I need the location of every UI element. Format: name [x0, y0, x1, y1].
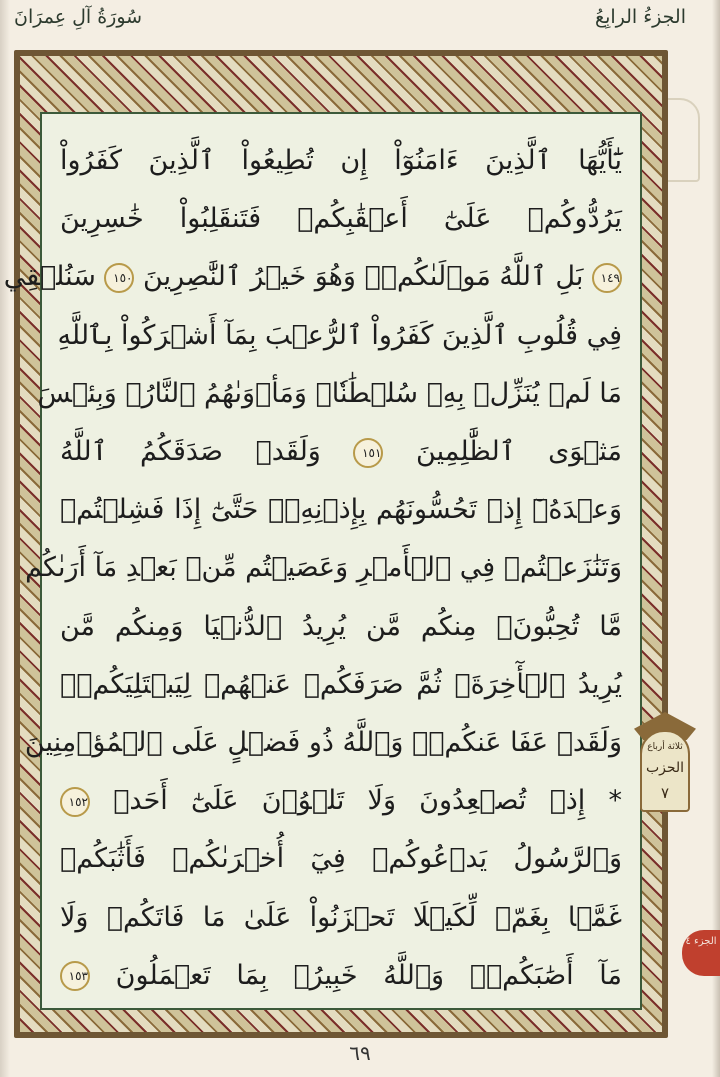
juz-header: الجزءُ الرابِعُ	[594, 6, 686, 28]
ayah-number-marker: ١٥٣	[60, 961, 90, 991]
line-text: يُرِيدُ ٱلۡأٓخِرَةَۚ ثُمَّ صَرَفَكُمۡ عَنۡهُمۡ لِيَبۡتَلِيَكُمۡۖ	[60, 668, 622, 700]
text-line	[57, 307, 622, 365]
surah-header: سُورَةُ آلِ عِمرَانَ	[14, 6, 143, 28]
text-line	[37, 365, 622, 423]
text-line	[60, 656, 622, 714]
line-text: وَعۡدَهُۥٓ إِذۡ تَحُسُّونَهُم بِإِذۡنِهِۦۖ حَتَّىٰٓ إِذَا فَشِلۡتُمۡ	[60, 494, 622, 526]
line-text-tail: وَلَقَدۡ صَدَقَكُمُ ٱللَّهُ	[60, 436, 354, 467]
quran-text-area	[3, 112, 642, 1010]
hizb-marker	[640, 712, 690, 820]
line-text: يَٰٓأَيُّهَا ٱلَّذِينَ ءَامَنُوٓاْ إِن تُطِيعُواْ ٱلَّذِينَ كَفَرُواْ	[60, 145, 622, 176]
text-line	[60, 190, 622, 248]
line-text: مَّا تُحِبُّونَۚ مِنكُم مَّن يُرِيدُ ٱلدُّنۡيَا وَمِنكُم مَّن	[60, 610, 622, 642]
ayah-number-marker: ١٥٠	[104, 263, 134, 293]
ayah-number-marker: ١٥٢	[60, 787, 90, 817]
ayah-number-marker: ١٥١	[353, 438, 383, 468]
line-text-tail: سَنُلۡقِي	[3, 261, 105, 293]
line-text: مَثۡوَى ٱلظَّٰلِمِينَ	[383, 436, 622, 467]
text-line	[24, 714, 622, 772]
page-edge-left	[0, 0, 10, 1077]
line-text: وَلَقَدۡ عَفَا عَنكُمۡۗ وَٱللَّهُ ذُو فَضۡلٍ عَلَى ٱلۡمُؤۡمِنِينَ	[24, 727, 622, 758]
line-text: بَلِ ٱللَّهُ مَوۡلَىٰكُمۡۖ وَهُوَ خَيۡرُ ٱلنَّٰصِرِينَ	[134, 261, 584, 293]
text-line	[60, 947, 622, 1005]
line-text: وَتَنَٰزَعۡتُمۡ فِي ٱلۡأَمۡرِ وَعَصَيۡتُم مِّنۢ بَعۡدِ مَآ أَرَىٰكُم	[25, 552, 622, 584]
text-line	[60, 481, 622, 539]
line-text: وَٱلرَّسُولُ يَدۡعُوكُمۡ فِيٓ أُخۡرَىٰكُمۡ فَأَثَٰبَكُمۡ	[60, 843, 622, 875]
hizb-number: ٧	[660, 784, 670, 802]
page-edge-right	[712, 0, 720, 1077]
text-line	[60, 889, 622, 947]
line-text: يَرُدُّوكُمۡ عَلَىٰٓ أَعۡقَٰبِكُمۡ فَتَنقَلِبُواْ خَٰسِرِينَ	[60, 203, 622, 235]
text-line	[60, 423, 622, 481]
juz-side-tab-label: الجزء ٤	[685, 936, 717, 947]
text-line	[60, 772, 622, 830]
line-text: مَا لَمۡ يُنَزِّلۡ بِهِۦ سُلۡطَٰنٗاۖ وَمَأۡوَىٰهُمُ ٱلنَّارُۖ وَبِئۡسَ	[37, 377, 622, 409]
text-lines	[3, 114, 640, 1008]
hizb-quarter-label: ثلاثة أرباع	[647, 742, 683, 752]
text-line	[60, 598, 622, 656]
hizb-label: الحزب	[645, 760, 685, 776]
line-text: غَمَّۢا بِغَمّٖ لِّكَيۡلَا تَحۡزَنُواْ عَلَىٰ مَا فَاتَكُمۡ وَلَا	[60, 901, 622, 933]
text-line	[3, 248, 622, 306]
text-line	[25, 539, 622, 597]
text-line	[60, 830, 622, 888]
page-number: ٦٩	[349, 1041, 371, 1065]
ayah-number-marker: ١٤٩	[592, 263, 622, 293]
line-text: فِي قُلُوبِ ٱلَّذِينَ كَفَرُواْ ٱلرُّعۡبَ بِمَآ أَشۡرَكُواْ بِٱللَّهِ	[57, 319, 622, 351]
line-text: مَآ أَصَٰبَكُمۡۗ وَٱللَّهُ خَبِيرُۢ بِمَا تَعۡمَلُونَ	[90, 959, 622, 991]
line-text: * إِذۡ تُصۡعِدُونَ وَلَا تَلۡوُۥنَ عَلَىٰٓ أَحَدٖ	[90, 785, 622, 817]
text-line	[60, 132, 622, 190]
